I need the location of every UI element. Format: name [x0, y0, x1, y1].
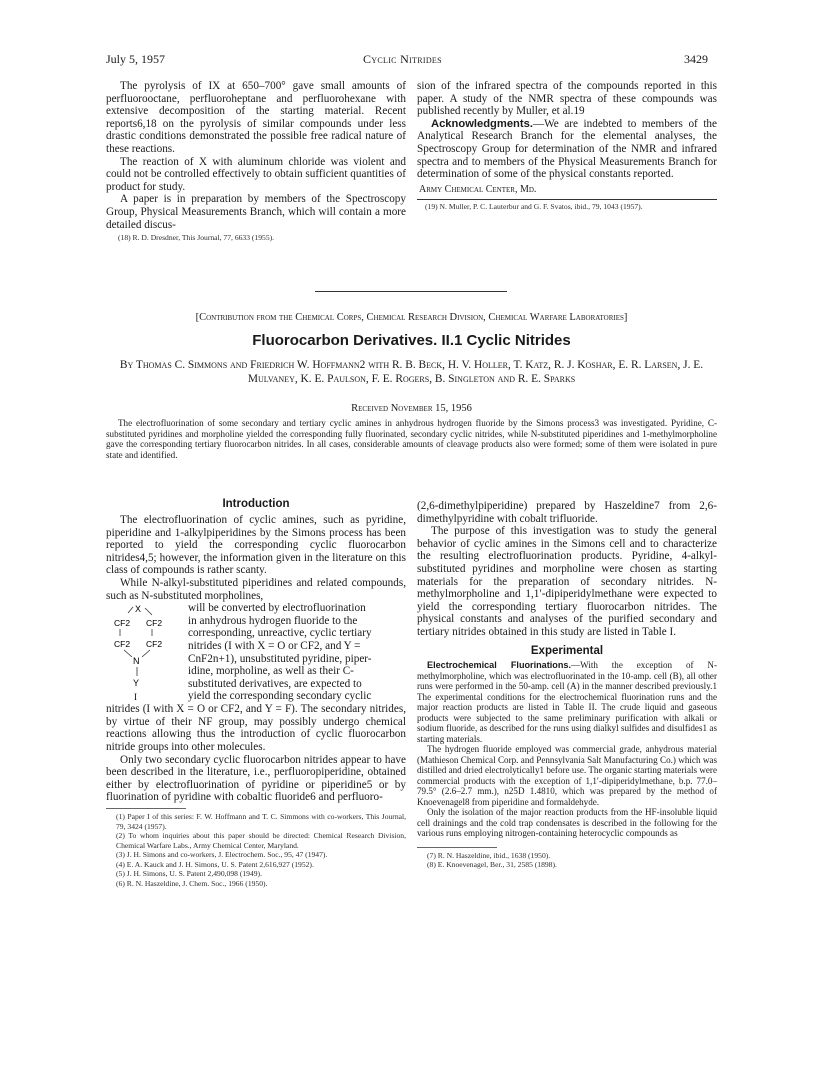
paragraph: Only the isolation of the major reaction products from the HF-insoluble liquid cell drainings and the cold trap condensates is described in the following for the various runs employing nitrogen-containing heterocyclic compounds as	[417, 807, 717, 839]
structure-cf2-c: CF2	[114, 639, 131, 650]
introduction-column	[106, 514, 406, 889]
footnote: (5) J. H. Simons, U. S. Patent 2,490,098 (1949).	[116, 869, 262, 879]
structure-x: X	[135, 604, 142, 615]
top-right-column	[417, 80, 717, 212]
affiliation: Army Chemical Center, Md.	[419, 183, 537, 195]
ack-body: —We are indebted to members of the Analytical Research Branch for the elemental analyses, the Spectroscopy Group for determination of the NMR and infrared spectra and to members of the Physical Measurements Branch for determination of some of the physical constants reported.	[417, 117, 717, 181]
article-title: Fluorocarbon Derivatives. II.1 Cyclic Nitrides	[252, 332, 571, 349]
wrap-line: in anhydrous hydrogen fluoride to the	[188, 614, 358, 627]
wrap-line: nitrides (I with X = O or CF2, and Y =	[188, 639, 361, 652]
header-title: Cyclic Nitrides	[363, 52, 442, 66]
wrap-line: will be converted by electrofluorination	[188, 602, 366, 615]
footnote: (1) Paper I of this series: F. W. Hoffmann and T. C. Simmons with co-workers, This Journal, 79, 3424 (1957).	[116, 811, 406, 831]
intro-footnotes	[106, 812, 406, 889]
received-date: Received November 15, 1956	[351, 403, 472, 414]
authors: By Thomas C. Simmons and Friedrich W. Hoffmann2 with R. B. Beck, H. V. Holler, T. Katz, R. J. Koshar, E. R. Larsen, J. E. Mulvaney, K. E. Paulson, F. E. Rogers, B. Singleton and R. E. Sparks	[119, 359, 704, 385]
right-column	[417, 500, 717, 870]
paragraph: The pyrolysis of IX at 650–700° gave small amounts of perfluorooctane, perfluoroheptane and perfluorohexane with extensive decomposition of the starting material. Recent reports6,18 on the pyrolysis of similar compounds under less drastic conditions demonstrated the possible free radical nature of these reactions.	[106, 80, 406, 155]
paragraph: —With the exception of N-methylmorpholine, which was electrofluorinated in the 10-amp. cell (B), all other runs were performed in the 50-amp. cell (A) in the manner described previously.1 The experimental conditions for the electrochemical fluorination runs and the major reaction products are listed in Table II. The crude liquid and gaseous products were subjected to the same preliminary purification with alkali or sodium fluoride, as described for the runs using dialkyl sulfides and disulfides1 as starting materials.	[417, 660, 717, 744]
structure-cf2-a: CF2	[114, 618, 131, 629]
wrap-line: substituted derivatives, are expected to	[188, 677, 362, 690]
right-footnotes	[417, 851, 717, 870]
paragraph: Only two secondary cyclic fluorocarbon nitrides appear to have been described in the literature, i.e., perfluoropiperidine, obtained either by electrofluorination of pyridine or piperidine5 or by fluorination of pyridine with cobaltic fluoride6 and perfluoro-	[106, 753, 406, 804]
header-date: July 5, 1957	[106, 52, 166, 66]
header-page-number: 3429	[684, 52, 708, 66]
footnote: (3) J. H. Simons and co-workers, J. Electrochem. Soc., 95, 47 (1947).	[116, 850, 328, 860]
footnote: (4) E. A. Kauck and J. H. Simons, U. S. Patent 2,616,927 (1952).	[116, 859, 314, 869]
paragraph: A paper is in preparation by members of the Spectroscopy Group, Physical Measurements Branch, which will contain a more detailed discus-	[106, 193, 406, 231]
footnote-19: (19) N. Muller, P. C. Lauterbur and G. F. Svatos, ibid., 79, 1043 (1957).	[425, 202, 643, 212]
electrochemical-fluorinations-heading: Electrochemical Fluorinations.	[427, 660, 571, 671]
wrap-line: corresponding, unreactive, cyclic tertiary	[188, 627, 372, 640]
footnote-divider	[417, 847, 497, 848]
wrapped-text	[188, 602, 406, 703]
top-left-column	[106, 80, 406, 243]
footnote-divider	[417, 199, 717, 200]
paragraph: (2,6-dimethylpiperidine) prepared by Haszeldine7 from 2,6-dimethylpyridine with cobalt trifluoride.	[417, 500, 717, 525]
paragraph: nitrides (I with X = O or CF2, and Y = F). The secondary nitrides, by virtue of their NF group, may possibly undergo chemical reactions allowing thus the introduction of cyclic fluorocarbon nitride groups into other molecules.	[106, 703, 406, 753]
paragraph: The electrofluorination of cyclic amines, such as pyridine, piperidine and 1-alkylpiperidines by the Simons process has been reported to yield the corresponding cyclic fluorocarbon nitrides4,5; however, the information given in the literature on this class of compounds is rather scanty.	[106, 514, 406, 577]
paragraph: The purpose of this investigation was to study the general behavior of cyclic amines in the Simons cell and to characterize the resulting electrofluorination products. Pyridine, 4-alkyl-substituted pyridines and morpholine were chosen as starting materials for the preparation of secondary nitrides. N-methylmorpholine and 1,1′-dipiperidylmethane were expected to yield the corresponding tertiary fluorocarbon nitrides. The physical constants and analyses of the purified secondary and tertiary nitrides obtained in this study are listed in Table I.	[417, 525, 717, 638]
structure-cf2-b: CF2	[146, 618, 163, 629]
footnote: (7) R. N. Haszeldine, ibid., 1638 (1950).	[427, 850, 551, 860]
structure-wrap-block	[106, 602, 406, 703]
footnote-18: (18) R. D. Dresdner, This Journal, 77, 6633 (1955).	[118, 233, 275, 243]
experimental-heading: Experimental	[530, 644, 604, 657]
structure-n: N	[133, 656, 140, 667]
ack-heading: Acknowledgments.	[431, 117, 533, 130]
wrap-line: yield the corresponding secondary cyclic	[188, 690, 372, 703]
cyclic-nitride-structure-diagram	[106, 602, 188, 703]
paragraph: The reaction of X with aluminum chloride was violent and could not be controlled effectively to obtain sufficient quantities of product for study.	[106, 155, 406, 193]
wrap-line: CnF2n+1), unsubstituted pyridine, piper-	[188, 652, 372, 665]
introduction-heading: Introduction	[222, 498, 290, 510]
wrap-line: idine, morpholine, as well as their C-	[188, 665, 354, 678]
paragraph: While N-alkyl-substituted piperidines and related compounds, such as N-substituted morpholines,	[106, 576, 406, 602]
abstract: The electrofluorination of some secondary and tertiary cyclic amines in anhydrous hydrogen fluoride by the Simons process3 was investigated. Pyridine, C-substituted pyridines and morpholine yielded the corresponding fully fluorinated, secondary cyclic nitrides, while N-substituted piperidines and 1-methylmorpholine gave the corresponding tertiary fluorocarbon nitrides. In all cases, considerable amounts of cleavage products also were formed; some of them were isolated in pure state and identified.	[106, 418, 717, 460]
acknowledgments	[417, 118, 717, 181]
paragraph: sion of the infrared spectra of the compounds reported in this paper. A study of the NMR spectra of these compounds was published recently by Muller, et al.19	[417, 80, 717, 118]
footnote: (8) E. Knoevenagel, Ber., 31, 2585 (1898).	[427, 860, 557, 870]
paragraph: The hydrogen fluoride employed was commercial grade, anhydrous material (Mathieson Chemical Corp. and Pennsylvania Salt Manufacturing Co.) which was distilled and dried electrolytically1 before use. The organic starting materials were commercial products with the exception of 1,1′-dipiperidylmethane, b.p. 77.0–79.5° (2.6–2.7 mm.), n25D 1.4810, which was prepared by the method of Knoevenagel8 from piperidine and formaldehyde.	[417, 744, 717, 807]
structure-cf2-d: CF2	[146, 639, 163, 650]
section-divider	[315, 291, 507, 292]
experimental-body	[417, 660, 717, 839]
footnote-divider	[106, 808, 186, 809]
footnote: (2) To whom inquiries about this paper should be directed: Chemical Research Division, Chemical Warfare Labs., Army Chemical Center, Maryland.	[116, 831, 406, 850]
structure-y: Y	[133, 678, 140, 689]
contribution-line: [Contribution from the Chemical Corps, Chemical Research Division, Chemical Warfare Laboratories]	[195, 312, 628, 323]
structure-label: I	[134, 692, 137, 703]
footnote: (6) R. N. Haszeldine, J. Chem. Soc., 1966 (1950).	[116, 879, 268, 889]
